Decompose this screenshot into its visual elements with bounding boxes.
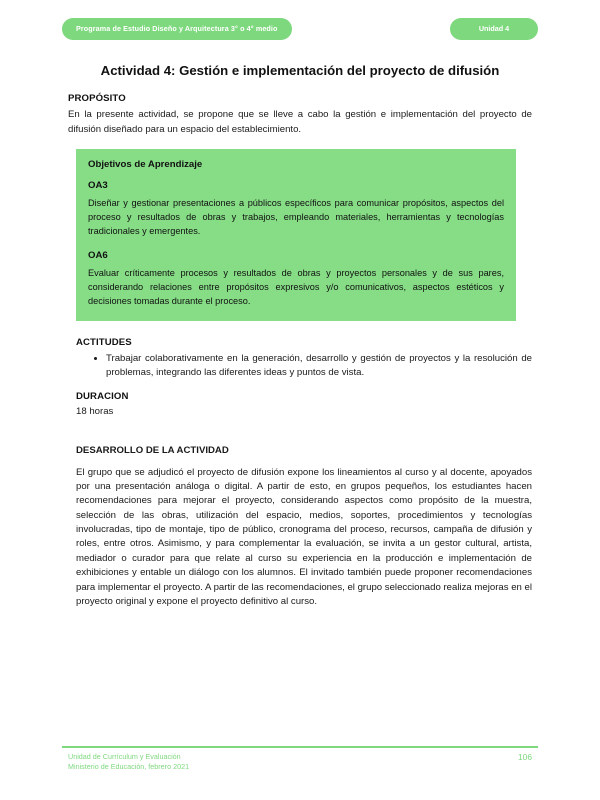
list-item: • Trabajar colaborativamente en la generación, desarrollo y gestión de proyectos y la resolución de problemas, integrando las diferentes ideas y puntos de vista. xyxy=(106,352,532,381)
objetivos-aprendizaje-box xyxy=(76,149,516,321)
page-footer xyxy=(0,746,600,776)
page-header xyxy=(0,18,600,48)
page-number: 106 xyxy=(518,752,532,762)
oa-text-2: Evaluar críticamente procesos y resultados de obras y proyectos personales y de sus pares, considerando relaciones entre propósitos expresivos y/o comunicativos, aspectos estéticos y decisiones tomadas durante el proceso. xyxy=(88,268,504,306)
oa-text-1: Diseñar y gestionar presentaciones a públicos específicos para comunicar propósitos, aspectos del proceso y resultados de obras y trabajos, empleando materiales, herramientas y tecnologías tradicionales y emergentes. xyxy=(88,197,504,236)
desarrollo-section xyxy=(76,445,532,610)
unit-badge: Unidad 4 xyxy=(450,18,538,40)
actitudes-section xyxy=(76,337,532,381)
desarrollo-label: DESARROLLO DE LA ACTIVIDAD xyxy=(76,444,229,456)
oa-code-1: OA3 xyxy=(88,179,108,191)
desarrollo-text: El grupo que se adjudicó el proyecto de difusión expone los lineamientos al curso y al docente, apoyados por una presentación análoga o digital. A partir de esto, en grupos pequeños, los estudiantes hacen recomendaciones para mejorar el proyecto, considerando aspectos como propósito de la muestra, selección de las obras, utilización del espacio, medios, soportes, procedimientos y tecnologías involucradas, tipo de montaje, tipo de público, cronograma del proceso, recursos, campaña de difusión y roles, entre otros. Asimismo, y para complementar la evaluación, se invita a un gestor cultural, artista, mediador o curador para que relate al curso su experiencia en la producción e implementación de exhibiciones y entable un diálogo con los alumnos. El invitado también puede proponer recomendaciones para implementar el proyecto. A partir de las recomendaciones, el grupo seleccionado realiza mejoras en el proyecto original y expone el proyecto definitivo al curso. xyxy=(76,466,532,608)
footer-line-1: Unidad de Currículum y Evaluación xyxy=(68,752,181,761)
footer-institution xyxy=(68,752,189,773)
duracion-label: DURACION xyxy=(76,390,129,402)
footer-line-2: Ministerio de Educación, febrero 2021 xyxy=(68,762,190,772)
oa-box-title: Objetivos de Aprendizaje xyxy=(88,158,203,170)
footer-divider xyxy=(62,746,538,748)
actitudes-label: ACTITUDES xyxy=(76,336,132,348)
section-spacer xyxy=(68,427,532,445)
proposito-label: PROPÓSITO xyxy=(68,93,126,105)
duracion-value: 18 horas xyxy=(76,405,114,417)
actitudes-list xyxy=(76,352,532,381)
document-content xyxy=(68,62,532,619)
duracion-section xyxy=(76,391,532,417)
oa-code-2: OA6 xyxy=(88,250,108,262)
page-title: Actividad 4: Gestión e implementación del proyecto de difusión xyxy=(100,63,500,78)
program-title-pill: Programa de Estudio Diseño y Arquitectura 3° o 4° medio xyxy=(62,18,292,40)
proposito-text: En la presente actividad, se propone que se lleve a cabo la gestión e implementación del proyecto de difusión diseñado para un espacio del establecimiento. xyxy=(68,109,532,135)
